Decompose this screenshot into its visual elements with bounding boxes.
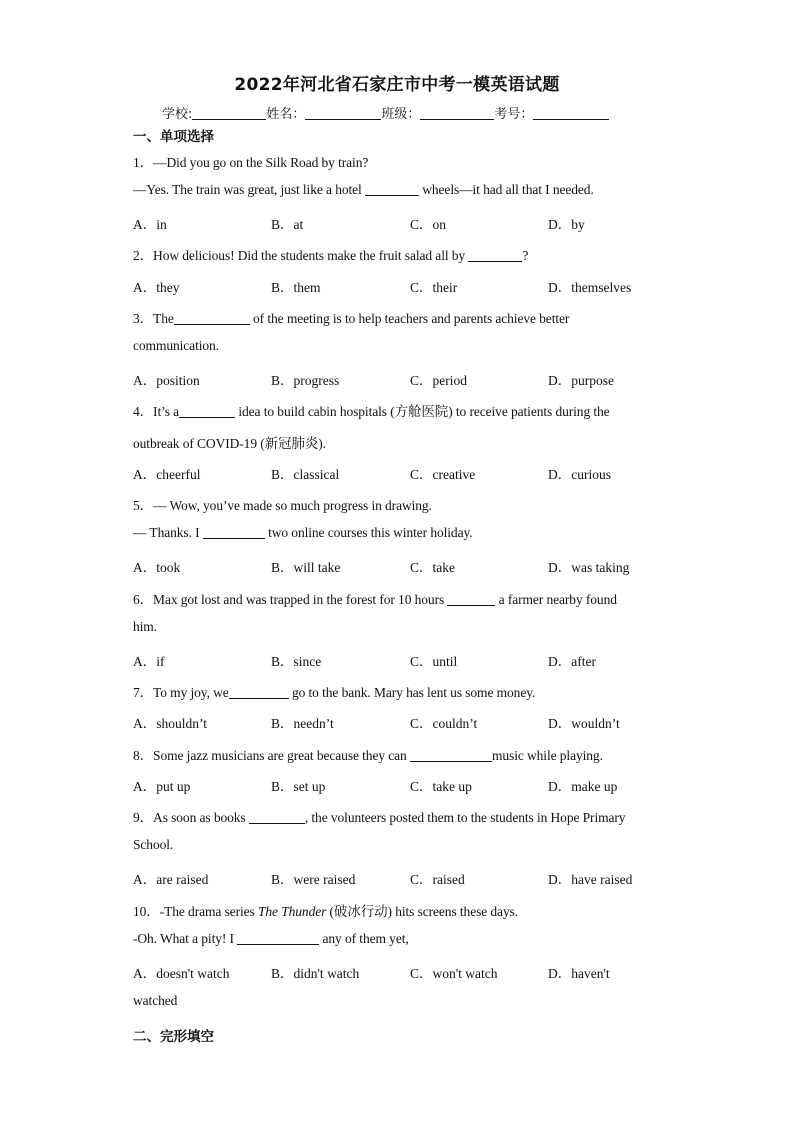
- option-b[interactable]: B．them: [271, 280, 321, 295]
- answer-blank: [179, 404, 235, 418]
- exam-no-label: 考号：: [494, 107, 534, 122]
- answer-blank: [365, 182, 419, 196]
- exam-no-blank[interactable]: [533, 107, 609, 120]
- question-3-stem: 3．The of the meeting is to help teachers and parents achieve better: [133, 311, 570, 326]
- answer-blank: [229, 685, 289, 699]
- option-b[interactable]: B．will take: [271, 560, 341, 575]
- option-c[interactable]: C．raised: [410, 872, 465, 887]
- option-c[interactable]: C．take up: [410, 779, 472, 794]
- option-b[interactable]: B．classical: [271, 467, 340, 482]
- question-1-dialogue: —Yes. The train was great, just like a hotel wheels—it had all that I needed.: [133, 182, 594, 197]
- page-title: 2022年河北省石家庄市中考一模英语试题: [234, 75, 560, 95]
- option-c[interactable]: C．until: [410, 654, 458, 669]
- question-8-stem: 8．Some jazz musicians are great because they can music while playing.: [133, 748, 603, 763]
- question-3-stem-cont: communication.: [133, 338, 219, 353]
- question-1-stem: 1．—Did you go on the Silk Road by train?: [133, 155, 369, 170]
- answer-blank: [410, 748, 492, 762]
- option-c[interactable]: C．creative: [410, 467, 476, 482]
- option-c[interactable]: C．won't watch: [410, 966, 498, 981]
- option-b[interactable]: B．since: [271, 654, 322, 669]
- question-10-stem: 10．-The drama series The Thunder (破冰行动) hits screens these days.: [133, 904, 519, 919]
- question-9-stem: 9．As soon as books , the volunteers posted them to the students in Hope Primary: [133, 810, 626, 825]
- answer-blank: [249, 810, 305, 824]
- option-a[interactable]: A．shouldn’t: [133, 716, 208, 731]
- option-b[interactable]: B．needn’t: [271, 716, 334, 731]
- option-d[interactable]: D．make up: [548, 779, 618, 794]
- option-a[interactable]: A．they: [133, 280, 180, 295]
- question-4-stem: 4．It’s a idea to build cabin hospitals (方舱医院) to receive patients during the: [133, 404, 610, 419]
- question-5-dialogue: — Thanks. I two online courses this winter holiday.: [133, 525, 473, 540]
- option-a[interactable]: A．position: [133, 373, 200, 388]
- answer-blank: [237, 931, 319, 945]
- question-4-stem-cont: outbreak of COVID-19 (新冠肺炎).: [133, 436, 326, 451]
- option-d[interactable]: D．haven't: [548, 966, 610, 981]
- option-b[interactable]: B．progress: [271, 373, 340, 388]
- option-d[interactable]: D．curious: [548, 467, 611, 482]
- question-5-stem: 5．— Wow, you’ve made so much progress in drawing.: [133, 498, 432, 513]
- school-label: 学校:: [162, 107, 193, 122]
- answer-blank: [174, 311, 250, 325]
- class-blank[interactable]: [420, 107, 494, 120]
- question-7-stem: 7．To my joy, we go to the bank. Mary has lent us some money.: [133, 685, 536, 700]
- question-6-stem: 6．Max got lost and was trapped in the forest for 10 hours a farmer nearby found: [133, 592, 617, 607]
- option-a[interactable]: A．cheerful: [133, 467, 201, 482]
- school-blank[interactable]: [192, 107, 266, 120]
- question-10-dialogue: -Oh. What a pity! I any of them yet,: [133, 931, 409, 946]
- option-d[interactable]: D．wouldn’t: [548, 716, 620, 731]
- answer-blank: [203, 525, 265, 539]
- question-2-stem: 2．How delicious! Did the students make the fruit salad all by ?: [133, 248, 529, 263]
- option-b[interactable]: B．set up: [271, 779, 326, 794]
- answer-blank: [447, 592, 495, 606]
- section-heading-single-choice: 一、单项选择: [133, 129, 214, 145]
- option-b[interactable]: B．at: [271, 217, 304, 232]
- option-d[interactable]: D．was taking: [548, 560, 630, 575]
- option-d[interactable]: D．purpose: [548, 373, 614, 388]
- option-b[interactable]: B．didn't watch: [271, 966, 360, 981]
- option-b[interactable]: B．were raised: [271, 872, 356, 887]
- option-a[interactable]: A．are raised: [133, 872, 209, 887]
- option-a[interactable]: A．put up: [133, 779, 191, 794]
- section-heading-cloze: 二、完形填空: [133, 1029, 214, 1045]
- drama-title: The Thunder: [257, 904, 327, 919]
- option-c[interactable]: C．couldn’t: [410, 716, 478, 731]
- option-a[interactable]: A．took: [133, 560, 181, 575]
- question-9-stem-cont: School.: [133, 837, 174, 852]
- name-blank[interactable]: [305, 107, 381, 120]
- option-c[interactable]: C．on: [410, 217, 447, 232]
- option-d[interactable]: D．themselves: [548, 280, 632, 295]
- option-d[interactable]: D．after: [548, 654, 596, 669]
- option-d[interactable]: D．by: [548, 217, 585, 232]
- question-6-stem-cont: him.: [133, 619, 157, 634]
- option-a[interactable]: A．doesn't watch: [133, 966, 230, 981]
- student-info-line: [162, 103, 609, 122]
- option-c[interactable]: C．take: [410, 560, 455, 575]
- answer-blank: [468, 248, 522, 262]
- option-a[interactable]: A．if: [133, 654, 165, 669]
- option-d-cont: watched: [133, 993, 178, 1008]
- option-c[interactable]: C．their: [410, 280, 458, 295]
- option-a[interactable]: A．in: [133, 217, 167, 232]
- option-d[interactable]: D．have raised: [548, 872, 633, 887]
- name-label: 姓名：: [266, 107, 306, 122]
- class-label: 班级：: [381, 107, 421, 122]
- option-c[interactable]: C．period: [410, 373, 467, 388]
